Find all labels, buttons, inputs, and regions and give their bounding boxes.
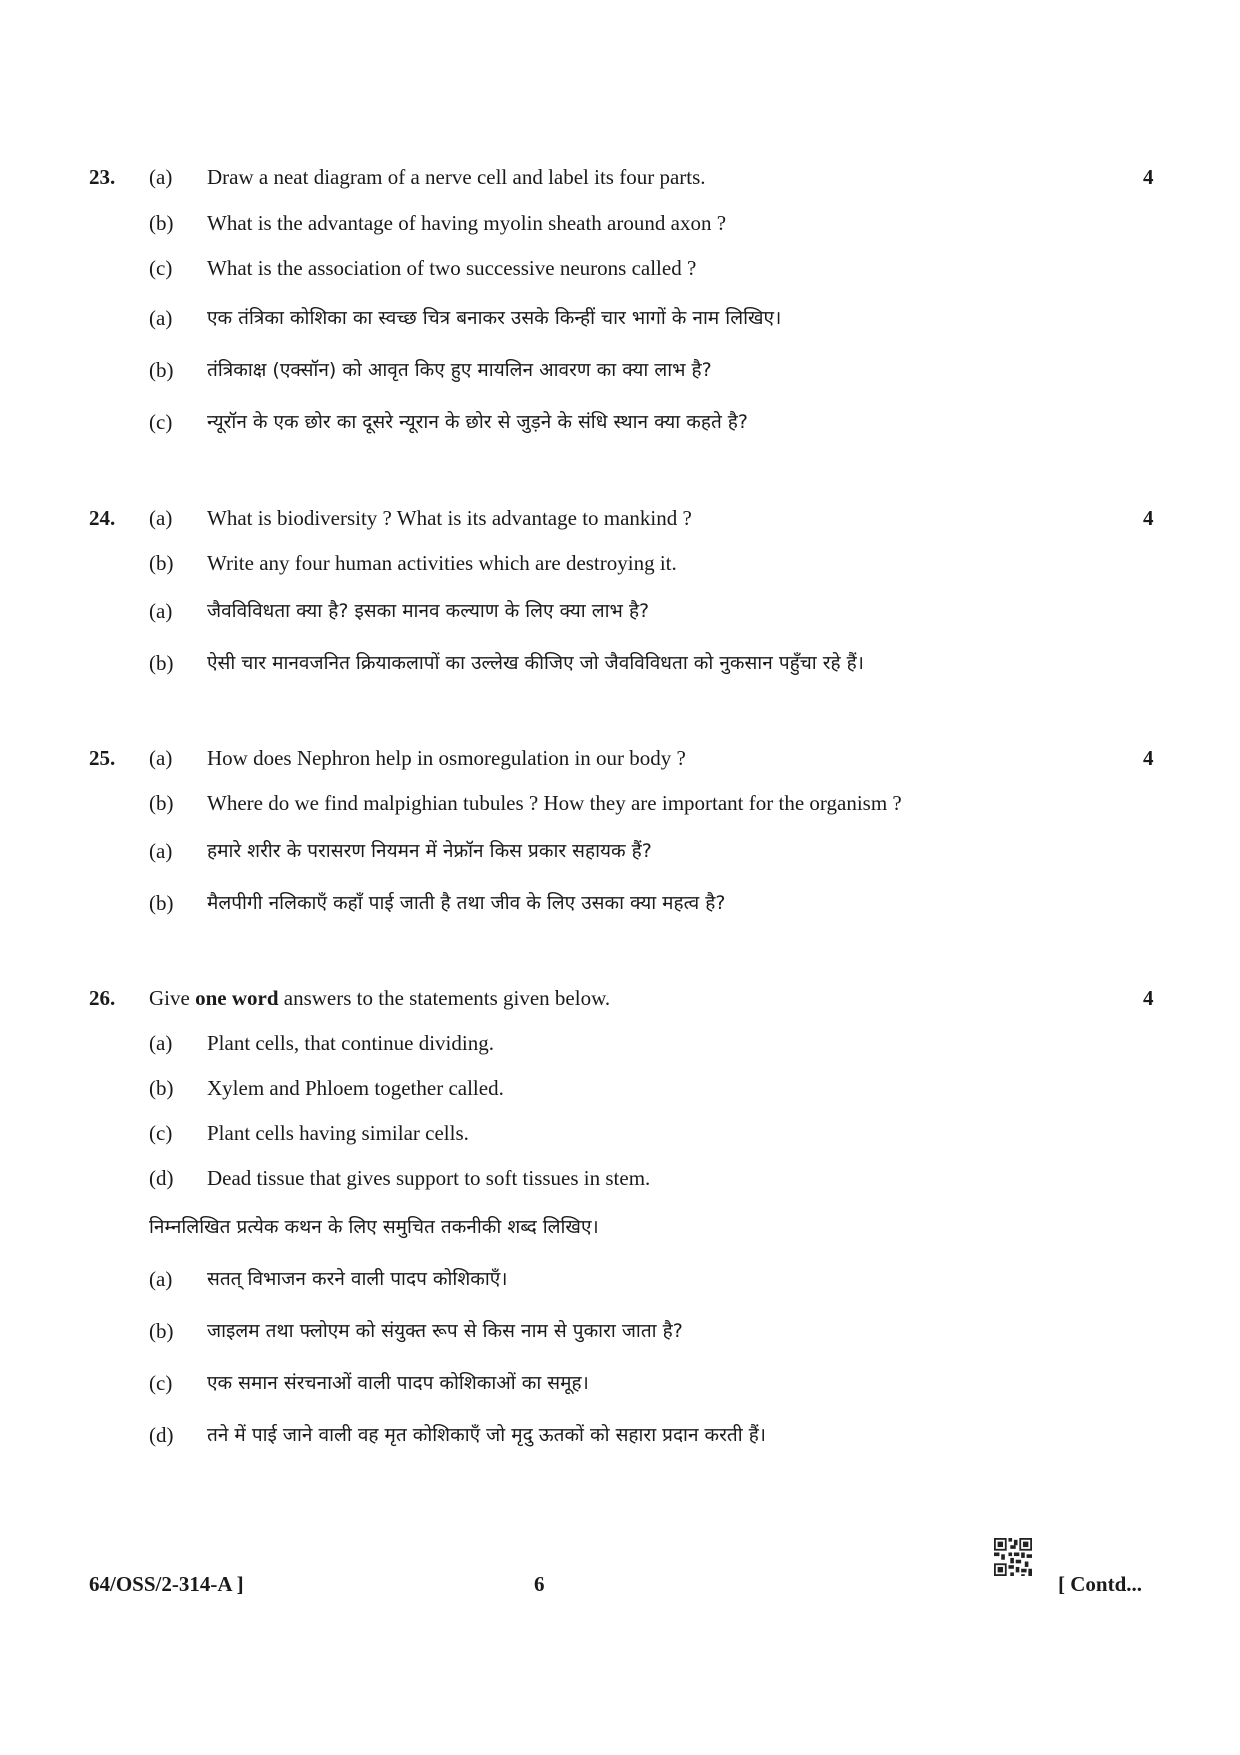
q24-line-a-hi xyxy=(0,596,1240,626)
q26-line-c-hi xyxy=(0,1368,1240,1398)
lead-emphasis: one word xyxy=(195,986,279,1010)
lead-text: answers to the statements given below. xyxy=(278,986,611,1010)
question-text-hindi: सतत् विभाजन करने वाली पादप कोशिकाएँ। xyxy=(207,1268,508,1290)
sub-label: (c) xyxy=(149,1371,173,1395)
sub-label: (a) xyxy=(149,1267,173,1291)
question-text: Xylem and Phloem together called. xyxy=(207,1076,504,1100)
question-number: 26. xyxy=(89,986,116,1010)
q26-line-a-hi xyxy=(0,1264,1240,1294)
q26-line-b-en xyxy=(0,1073,1240,1103)
q26-line-c-en xyxy=(0,1118,1240,1148)
lead-text: Give xyxy=(149,986,196,1010)
question-text-hindi: हमारे शरीर के परासरण नियमन में नेफ्रॉन किस प्रकार सहायक हैं? xyxy=(207,840,652,862)
question-text: Where do we find malpighian tubules ? How they are important for the organism ? xyxy=(207,791,902,815)
q24-line-b-en xyxy=(0,548,1240,578)
sub-label: (b) xyxy=(149,791,174,815)
page-number: 6 xyxy=(534,1572,545,1596)
question-text-hindi: एक तंत्रिका कोशिका का स्वच्छ चित्र बनाकर उसके किन्हीं चार भागों के नाम लिखिए। xyxy=(207,307,782,329)
marks: 4 xyxy=(1143,746,1154,770)
q26-line-b-hi xyxy=(0,1316,1240,1346)
q26-line-d-en xyxy=(0,1163,1240,1193)
question-text: Plant cells having similar cells. xyxy=(207,1121,469,1145)
q23-line-a-hi xyxy=(0,303,1240,333)
sub-label: (b) xyxy=(149,551,174,575)
q24-line-b-hi xyxy=(0,648,1240,678)
q25-line-a-hi xyxy=(0,836,1240,866)
q23-line-a-en xyxy=(0,162,1240,192)
marks: 4 xyxy=(1143,165,1154,189)
question-text: What is biodiversity ? What is its advantage to mankind ? xyxy=(207,506,692,530)
sub-label: (c) xyxy=(149,256,173,280)
q26-line-a-en xyxy=(0,1028,1240,1058)
question-text: Dead tissue that gives support to soft tissues in stem. xyxy=(207,1166,651,1190)
sub-label: (a) xyxy=(149,746,173,770)
sub-label: (b) xyxy=(149,891,174,915)
question-number: 24. xyxy=(89,506,116,530)
question-text-hindi: जैवविविधता क्या है? इसका मानव कल्याण के लिए क्या लाभ है? xyxy=(207,600,650,622)
q25-line-a-en xyxy=(0,743,1240,773)
question-text: Draw a neat diagram of a nerve cell and label its four parts. xyxy=(207,165,706,189)
question-text-hindi: एक समान संरचनाओं वाली पादप कोशिकाओं का समूह। xyxy=(207,1372,589,1394)
marks: 4 xyxy=(1143,986,1154,1010)
question-text: Plant cells, that continue dividing. xyxy=(207,1031,494,1055)
question-text: How does Nephron help in osmoregulation in our body ? xyxy=(207,746,686,770)
sub-label: (b) xyxy=(149,1319,174,1343)
question-number: 25. xyxy=(89,746,116,770)
q23-line-b-hi xyxy=(0,355,1240,385)
q23-line-b-en xyxy=(0,208,1240,238)
question-text: Write any four human activities which are destroying it. xyxy=(207,551,677,575)
continued-label: [ Contd... xyxy=(1058,1572,1143,1596)
sub-label: (d) xyxy=(149,1166,174,1190)
sub-label: (b) xyxy=(149,211,174,235)
sub-label: (a) xyxy=(149,839,173,863)
q23-line-c-en xyxy=(0,253,1240,283)
question-text: What is the advantage of having myolin sheath around axon ? xyxy=(207,211,727,235)
marks: 4 xyxy=(1143,506,1154,530)
sub-label: (c) xyxy=(149,410,173,434)
question-lead xyxy=(149,983,610,1013)
sub-label: (a) xyxy=(149,1031,173,1055)
q24-line-a-en xyxy=(0,503,1240,533)
question-text-hindi: तने में पाई जाने वाली वह मृत कोशिकाएँ जो मृदु ऊतकों को सहारा प्रदान करती हैं। xyxy=(207,1424,767,1446)
sub-label: (b) xyxy=(149,1076,174,1100)
sub-label: (c) xyxy=(149,1121,173,1145)
sub-label: (a) xyxy=(149,599,173,623)
question-text-hindi: ऐसी चार मानवजनित क्रियाकलापों का उल्लेख कीजिए जो जैवविविधता को नुकसान पहुँचा रहे हैं। xyxy=(207,652,864,674)
q23-line-c-hi xyxy=(0,407,1240,437)
q26-lead-hi xyxy=(0,1212,1240,1242)
question-lead-hindi: निम्नलिखित प्रत्येक कथन के लिए समुचित तकनीकी शब्द लिखिए। xyxy=(149,1216,599,1238)
question-text-hindi: तंत्रिकाक्ष (एक्सॉन) को आवृत किए हुए मायलिन आवरण का क्या लाभ है? xyxy=(207,359,712,381)
sub-label: (b) xyxy=(149,651,174,675)
question-number: 23. xyxy=(89,165,116,189)
q25-line-b-en xyxy=(0,788,1240,818)
sub-label: (b) xyxy=(149,358,174,382)
q26-line-d-hi xyxy=(0,1420,1240,1450)
question-text-hindi: मैलपीगी नलिकाएँ कहाँ पाई जाती है तथा जीव के लिए उसका क्या महत्व है? xyxy=(207,892,726,914)
q25-line-b-hi xyxy=(0,888,1240,918)
sub-label: (a) xyxy=(149,165,173,189)
question-text-hindi: जाइलम तथा फ्लोएम को संयुक्त रूप से किस नाम से पुकारा जाता है? xyxy=(207,1320,683,1342)
page-footer xyxy=(0,1567,1240,1601)
question-text: What is the association of two successive neurons called ? xyxy=(207,256,697,280)
sub-label: (a) xyxy=(149,306,173,330)
paper-code: 64/OSS/2-314-A ] xyxy=(89,1572,244,1596)
q26-lead-en xyxy=(0,983,1240,1013)
sub-label: (d) xyxy=(149,1423,174,1447)
question-text-hindi: न्यूरॉन के एक छोर का दूसरे न्यूरान के छोर से जुड़ने के संधि स्थान क्या कहते है? xyxy=(207,411,748,433)
sub-label: (a) xyxy=(149,506,173,530)
